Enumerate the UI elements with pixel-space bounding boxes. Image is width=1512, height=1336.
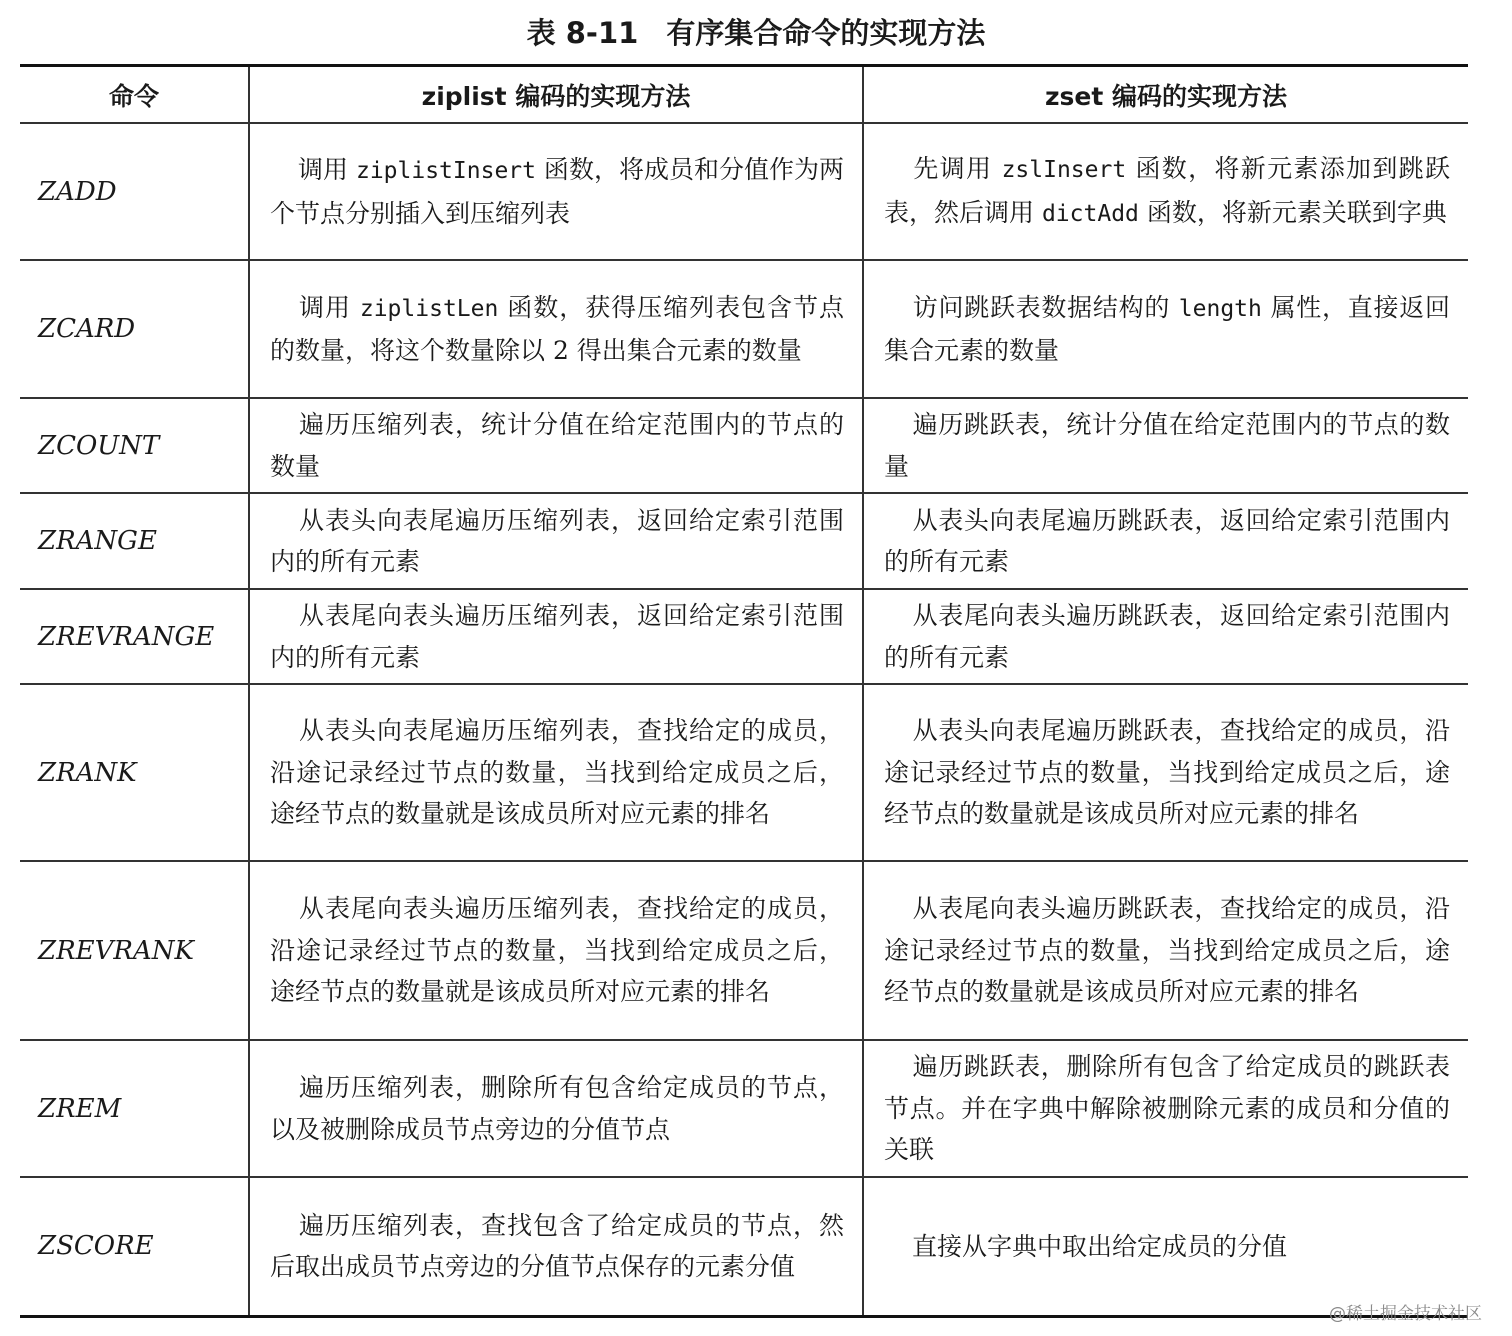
text-fragment: 直接从字典中取出给定成员的分值 [912,1231,1288,1261]
table-row [20,493,1468,589]
text-fragment: 遍历压缩列表，删除所有包含给定成员的节点，以及被删除成员节点旁边的分值节点 [270,1073,844,1144]
text-fragment: 遍历压缩列表，查找包含了给定成员的节点，然后取出成员节点旁边的分值节点保存的元素分值 [270,1210,844,1282]
text-fragment: 从表尾向表头遍历跳跃表，查找给定的成员，沿途记录经过节点的数量，当找到给定成员之后，途经节点的数量就是该成员所对应元素的排名 [884,894,1450,1007]
zset-implementation [863,589,1468,684]
zset-implementation [863,1177,1468,1316]
text-fragment: 遍历压缩列表，统计分值在给定范围内的节点的数量 [270,410,844,481]
table-row [20,861,1468,1040]
text-fragment: 函数，获得压缩列表包含节点的数量，将这个数量除以 2 得出集合元素的数量 [270,292,844,365]
table-row [20,684,1468,861]
table-row [20,1177,1468,1316]
text-fragment: 从表头向表尾遍历跳跃表，返回给定索引范围内的所有元素 [884,505,1450,576]
text-fragment: 从表尾向表头遍历压缩列表，查找给定的成员，沿途记录经过节点的数量，当找到给定成员之后，途经节点的数量就是该成员所对应元素的排名 [270,894,844,1007]
text-fragment: 调用 [298,155,356,184]
text-fragment: 从表尾向表头遍历压缩列表，返回给定索引范围内的所有元素 [270,601,844,672]
command-name: ZREVRANGE [20,589,249,684]
text-fragment: 访问跳跃表数据结构的 [912,292,1179,322]
table-row [20,398,1468,493]
text-fragment: 调用 [298,292,360,322]
header-zset: zset 编码的实现方法 [863,66,1468,124]
command-name: ZREM [20,1040,249,1177]
text-fragment: 属性，直接返回集合元素的数量 [884,292,1450,365]
text-fragment: 从表头向表尾遍历压缩列表，查找给定的成员，沿途记录经过节点的数量，当找到给定成员之后，途经节点的数量就是该成员所对应元素的排名 [270,716,844,829]
ziplist-implementation [249,684,863,861]
text-fragment: 遍历跳跃表，删除所有包含了给定成员的跳跃表节点。并在字典中解除被删除元素的成员和分值的关联 [884,1052,1450,1165]
text-fragment: 从表头向表尾遍历压缩列表，返回给定索引范围内的所有元素 [270,505,844,576]
ziplist-implementation [249,493,863,589]
command-table [20,64,1468,1318]
code-fragment: length [1178,295,1262,322]
zset-implementation [863,123,1468,260]
header-ziplist: ziplist 编码的实现方法 [249,66,863,124]
ziplist-implementation [249,123,863,260]
text-fragment: 先调用 [912,154,1002,183]
watermark: @稀土掘金技术社区 [1329,1304,1482,1324]
command-name: ZRANK [20,684,249,861]
table-row [20,123,1468,260]
header-row [20,66,1468,124]
header-command: 命令 [20,66,249,124]
code-fragment: ziplistLen [359,295,499,322]
command-name: ZCARD [20,260,249,398]
ziplist-implementation [249,589,863,684]
table-row [20,1040,1468,1177]
table-title: 有序集合命令的实现方法 [666,16,986,50]
text-fragment: 从表头向表尾遍历跳跃表，查找给定的成员，沿途记录经过节点的数量，当找到给定成员之后，途经节点的数量就是该成员所对应元素的排名 [884,716,1450,829]
text-fragment: 从表尾向表头遍历跳跃表，返回给定索引范围内的所有元素 [884,601,1450,672]
zset-implementation [863,493,1468,589]
command-name: ZREVRANK [20,861,249,1040]
command-name: ZRANGE [20,493,249,589]
table-caption [0,10,1512,56]
text-fragment: 函数，将新元素添加到跳跃表，然后调用 [884,154,1450,227]
ziplist-implementation [249,1040,863,1177]
command-name: ZADD [20,123,249,260]
ziplist-implementation [249,398,863,493]
table-number: 表 8-11 [526,16,639,50]
code-fragment: ziplistInsert [355,158,536,184]
table-row [20,589,1468,684]
code-fragment: dictAdd [1041,200,1139,227]
ziplist-implementation [249,260,863,398]
text-fragment: 函数，将成员和分值作为两个节点分别插入到压缩列表 [270,155,844,228]
table-row [20,260,1468,398]
command-name: ZCOUNT [20,398,249,493]
code-fragment: zslInsert [1001,157,1127,183]
zset-implementation [863,260,1468,398]
zset-implementation [863,1040,1468,1177]
text-fragment: 遍历跳跃表，统计分值在给定范围内的节点的数量 [884,410,1450,481]
zset-implementation [863,684,1468,861]
text-fragment: 函数，将新元素关联到字典 [1138,197,1447,227]
command-name: ZSCORE [20,1177,249,1316]
ziplist-implementation [249,1177,863,1316]
zset-implementation [863,398,1468,493]
zset-implementation [863,861,1468,1040]
ziplist-implementation [249,861,863,1040]
